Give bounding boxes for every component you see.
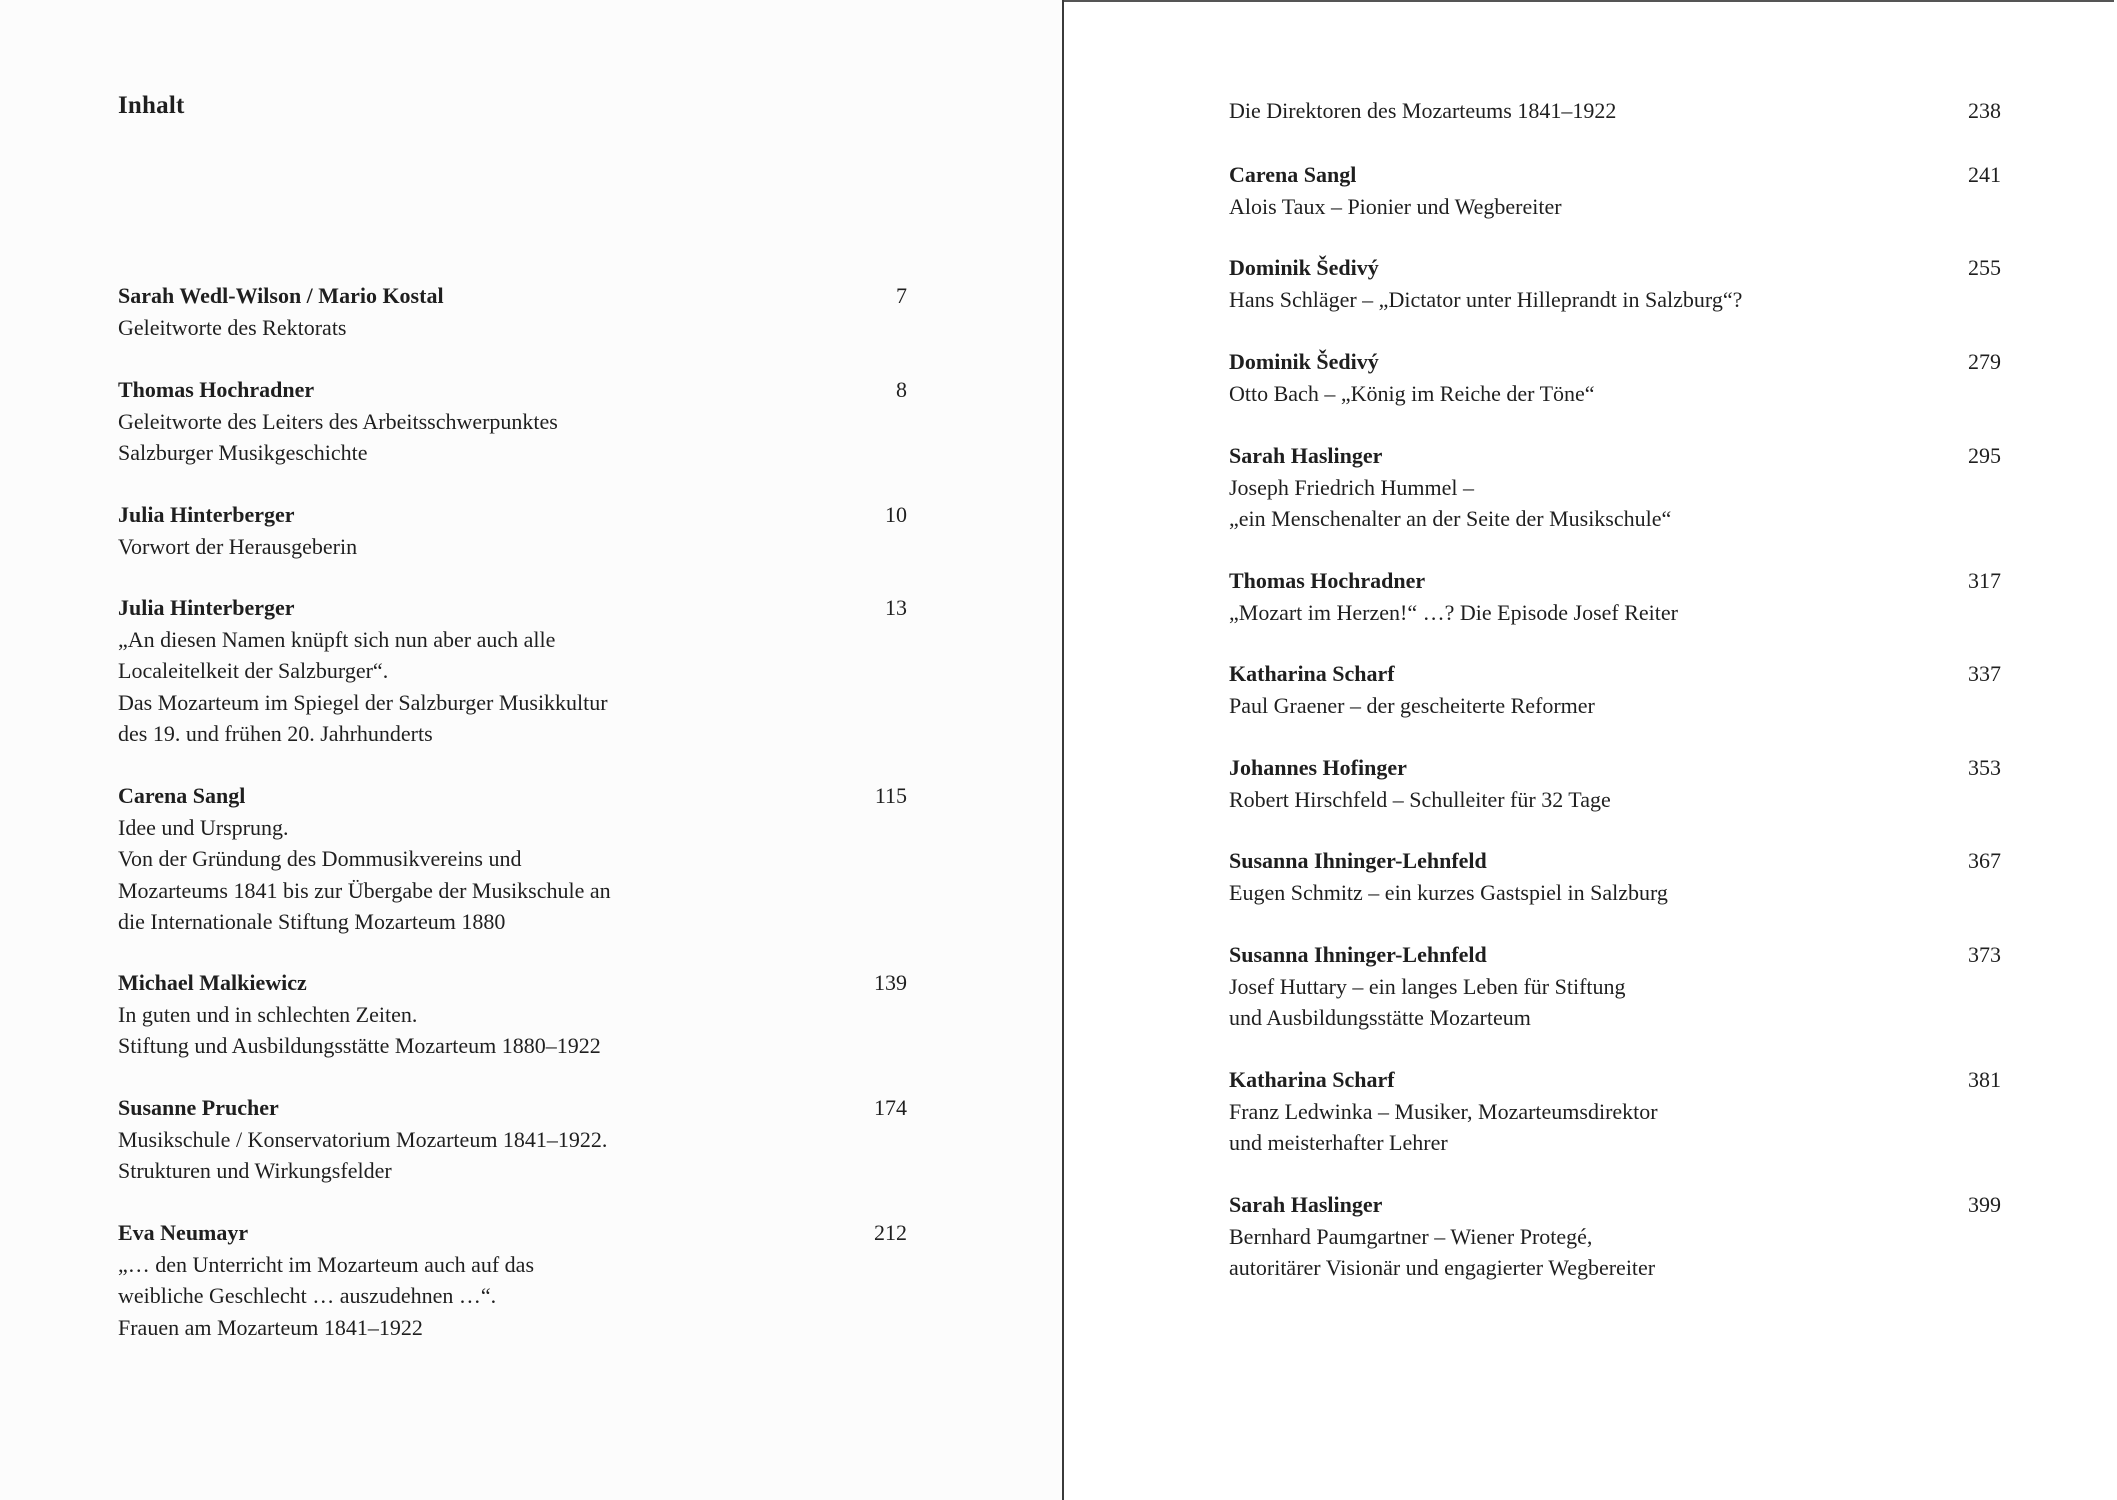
toc-title-line: Salzburger Musikgeschichte (118, 440, 368, 465)
toc-author: Katharina Scharf (1229, 661, 1395, 686)
toc-title-line: Die Direktoren des Mozarteums 1841–1922 (1229, 98, 1617, 123)
toc-title-line: Franz Ledwinka – Musiker, Mozarteumsdirektor (1229, 1098, 1658, 1124)
toc-title-line: Otto Bach – „König im Reiche der Töne“ (1229, 380, 1595, 406)
toc-page-number: 241 (1968, 162, 2001, 187)
toc-entry[interactable] (1229, 159, 2001, 222)
toc-title-line: Alois Taux – Pionier und Wegbereiter (1229, 193, 1562, 219)
toc-title-line: Stiftung und Ausbildungsstätte Mozarteum 1880–1922 (118, 1033, 601, 1058)
toc-author: Eva Neumayr (118, 1220, 249, 1245)
toc-author: Katharina Scharf (1229, 1067, 1395, 1092)
toc-author: Susanna Ihninger-Lehnfeld (1229, 942, 1487, 967)
toc-title-line: und Ausbildungsstätte Mozarteum (1229, 1005, 1531, 1030)
toc-entry[interactable] (118, 280, 907, 343)
toc-page-number: 255 (1968, 255, 2001, 280)
toc-page-number: 337 (1968, 661, 2001, 686)
toc-title-line: Localeitelkeit der Salzburger“. (118, 658, 389, 683)
toc-author: Johannes Hofinger (1229, 755, 1407, 780)
toc-page-number: 13 (885, 595, 907, 620)
toc-title-line: weibliche Geschlecht … auszudehnen …“. (118, 1283, 497, 1308)
toc-page-number: 212 (874, 1220, 907, 1245)
toc-title-line: Von der Gründung des Dommusikvereins und (118, 846, 522, 871)
toc-entry[interactable] (1229, 658, 2001, 721)
toc-author: Dominik Šedivý (1229, 255, 1379, 280)
toc-page-number: 373 (1968, 942, 2001, 967)
toc-entry[interactable] (1229, 1064, 2001, 1159)
toc-author: Thomas Hochradner (118, 377, 315, 402)
toc-title-line: Vorwort der Herausgeberin (118, 533, 358, 559)
toc-page-number: 353 (1968, 755, 2001, 780)
toc-page-number: 295 (1968, 443, 2001, 468)
toc-title-line: Musikschule / Konservatorium Mozarteum 1841–1922. (118, 1126, 608, 1152)
toc-page-number: 174 (874, 1095, 907, 1120)
toc-author: Susanne Prucher (118, 1095, 279, 1120)
book-gutter (1062, 0, 1064, 1500)
toc-title-line: Bernhard Paumgartner – Wiener Protegé, (1229, 1223, 1593, 1249)
toc-page-number: 7 (896, 283, 907, 308)
toc-entry[interactable] (1229, 346, 2001, 409)
toc-page-number: 317 (1968, 568, 2001, 593)
toc-title-line: autoritärer Visionär und engagierter Wegbereiter (1229, 1255, 1656, 1280)
toc-title-line: Josef Huttary – ein langes Leben für Stiftung (1229, 973, 1626, 999)
toc-title-line: Eugen Schmitz – ein kurzes Gastspiel in Salzburg (1229, 879, 1668, 905)
toc-page-number: 399 (1968, 1192, 2001, 1217)
toc-title-line: Idee und Ursprung. (118, 814, 289, 840)
toc-heading: Inhalt (118, 92, 185, 119)
toc-title-line: „ein Menschenalter an der Seite der Musikschule“ (1229, 506, 1672, 531)
toc-title-line: „An diesen Namen knüpft sich nun aber auch alle (118, 626, 556, 652)
toc-entry[interactable] (118, 374, 907, 469)
toc-title-line: Strukturen und Wirkungsfelder (118, 1158, 392, 1183)
toc-entry[interactable] (1229, 440, 2001, 535)
toc-page-number: 139 (874, 970, 907, 995)
toc-title-line: des 19. und frühen 20. Jahrhunderts (118, 721, 433, 746)
toc-title-line: und meisterhafter Lehrer (1229, 1130, 1448, 1155)
toc-author: Julia Hinterberger (118, 595, 295, 620)
toc-entry[interactable] (1229, 1189, 2001, 1284)
toc-entry[interactable] (118, 967, 907, 1062)
toc-author: Michael Malkiewicz (118, 970, 307, 995)
toc-page-number: 279 (1968, 349, 2001, 374)
toc-title-line: In guten und in schlechten Zeiten. (118, 1001, 418, 1027)
toc-page-number: 10 (885, 502, 907, 527)
toc-author: Carena Sangl (1229, 162, 1357, 187)
toc-author: Thomas Hochradner (1229, 568, 1426, 593)
toc-title-line: Joseph Friedrich Hummel – (1229, 474, 1475, 500)
toc-author: Sarah Wedl-Wilson / Mario Kostal (118, 283, 444, 308)
toc-title-line: Robert Hirschfeld – Schulleiter für 32 Tage (1229, 786, 1611, 812)
page-top-edge (1064, 0, 2114, 2)
toc-page-number: 367 (1968, 848, 2001, 873)
toc-author: Susanna Ihninger-Lehnfeld (1229, 848, 1487, 873)
toc-entry[interactable] (118, 1217, 907, 1343)
toc-entry[interactable] (118, 780, 907, 938)
toc-entry[interactable] (1229, 939, 2001, 1034)
toc-title-line: Hans Schläger – „Dictator unter Hilleprandt in Salzburg“? (1229, 286, 1743, 312)
toc-title-line: „… den Unterricht im Mozarteum auch auf das (118, 1251, 535, 1277)
toc-title-line: Geleitworte des Leiters des Arbeitsschwerpunktes (118, 408, 558, 434)
toc-entry[interactable] (1229, 845, 2001, 908)
toc-author: Carena Sangl (118, 783, 246, 808)
toc-page-number: 381 (1968, 1067, 2001, 1092)
toc-entry[interactable] (118, 499, 907, 562)
toc-entry[interactable] (1229, 95, 2001, 127)
toc-page-number: 8 (896, 377, 907, 402)
toc-entry[interactable] (1229, 252, 2001, 315)
toc-entry[interactable] (1229, 565, 2001, 628)
toc-title-line: Geleitworte des Rektorats (118, 314, 347, 340)
toc-page-number: 238 (1968, 98, 2001, 123)
toc-author: Dominik Šedivý (1229, 349, 1379, 374)
toc-title-line: die Internationale Stiftung Mozarteum 1880 (118, 909, 506, 934)
toc-entry[interactable] (118, 592, 907, 750)
toc-title-line: „Mozart im Herzen!“ …? Die Episode Josef Reiter (1229, 599, 1678, 625)
toc-title-line: Mozarteums 1841 bis zur Übergabe der Musikschule an (118, 877, 611, 903)
toc-author: Sarah Haslinger (1229, 1192, 1383, 1217)
toc-entry[interactable] (118, 1092, 907, 1187)
toc-author: Sarah Haslinger (1229, 443, 1383, 468)
toc-title-line: Das Mozarteum im Spiegel der Salzburger Musikkultur (118, 689, 608, 715)
toc-title-line: Frauen am Mozarteum 1841–1922 (118, 1314, 423, 1340)
toc-page-number: 115 (874, 783, 907, 808)
toc-entry[interactable] (1229, 752, 2001, 815)
toc-author: Julia Hinterberger (118, 502, 295, 527)
toc-title-line: Paul Graener – der gescheiterte Reformer (1229, 692, 1595, 718)
